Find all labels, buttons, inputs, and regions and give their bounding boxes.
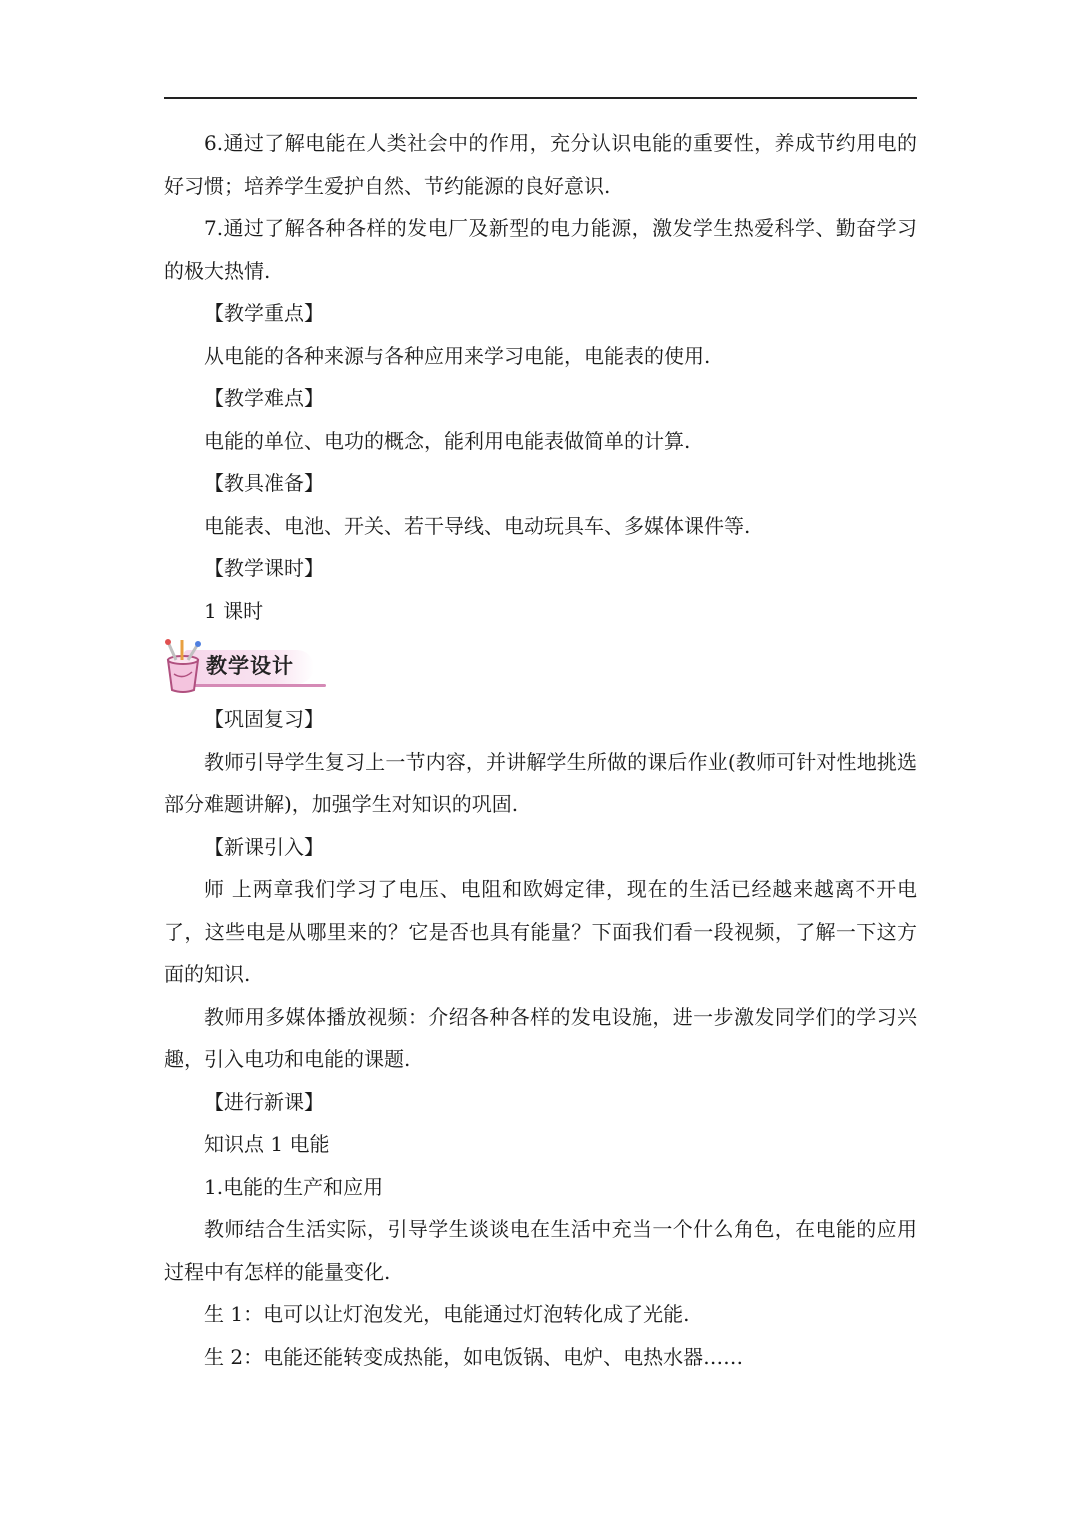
difficulties-heading: 【教学难点】 [204, 386, 324, 410]
student-1-answer: 生 1：电可以让灯泡发光，电能通过灯泡转化成了光能. [204, 1302, 690, 1326]
sub-heading: 1.电能的生产和应用 [204, 1174, 384, 1199]
hours-text: 1 课时 [204, 598, 264, 623]
teacher-guide-text: 教师结合生活实际，引导学生谈谈电在生活中充当一个什么角色，在电能的应用过程中有怎样的能量变化. [164, 1217, 917, 1284]
header-rule [164, 97, 917, 99]
tools-heading: 【教具准备】 [204, 471, 324, 495]
objective-6: 6.通过了解电能在人类社会中的作用，充分认识电能的重要性，养成节约用电的好习惯；培养学生爱护自然、节约能源的良好意识. [164, 131, 917, 198]
section-banner [158, 634, 917, 698]
pencil-cup-icon [158, 638, 208, 694]
knowledge-point-title: 知识点 1 电能 [204, 1132, 330, 1156]
key-points-heading: 【教学重点】 [204, 301, 324, 325]
new-lesson-heading: 【进行新课】 [204, 1089, 324, 1114]
intro-text-1: 师 上两章我们学习了电压、电阻和欧姆定律，现在的生活已经越来越离不开电了，这些电是从哪里来的？它是否也具有能量？下面我们看一段视频，了解一下这方面的知识. [164, 877, 917, 986]
review-text: 教师引导学生复习上一节内容，并讲解学生所做的课后作业(教师可针对性地挑选部分难题讲解)，加强学生对知识的巩固. [164, 749, 917, 816]
intro-text-2: 教师用多媒体播放视频：介绍各种各样的发电设施，进一步激发同学们的学习兴趣，引入电功和电能的课题. [164, 1004, 917, 1071]
key-points-text: 从电能的各种来源与各种应用来学习电能，电能表的使用. [204, 343, 711, 368]
review-heading: 【巩固复习】 [204, 707, 324, 731]
student-2-answer: 生 2：电能还能转变成热能，如电饭锅、电炉、电热水器…… [204, 1344, 744, 1369]
document-body [164, 122, 917, 1378]
difficulties-text: 电能的单位、电功的概念，能利用电能表做简单的计算. [204, 428, 691, 453]
tools-text: 电能表、电池、开关、若干导线、电动玩具车、多媒体课件等. [204, 513, 751, 538]
hours-heading: 【教学课时】 [204, 556, 324, 580]
banner-title: 教学设计 [206, 654, 294, 678]
intro-heading: 【新课引入】 [204, 834, 324, 859]
objective-7: 7.通过了解各种各样的发电厂及新型的电力能源，激发学生热爱科学、勤奋学习的极大热情. [164, 216, 917, 283]
